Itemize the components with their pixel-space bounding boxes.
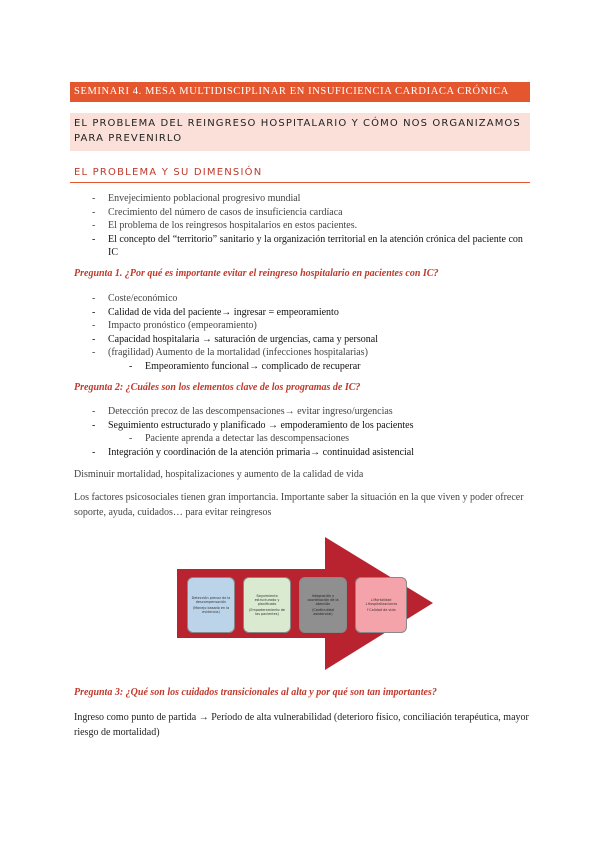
diagram-box-outcomes: ↓Mortalidad ↓Hospitalizaciones ↑Calidad de vida — [355, 577, 407, 633]
list-item: - El concepto del “territorio” sanitario y la organización territorial en la atención crónica del paciente con IC — [92, 233, 532, 260]
summary-paragraph: Disminuir mortalidad, hospitalizaciones y aumento de la calidad de vida — [74, 469, 364, 480]
list-item: - Crecimiento del número de casos de insuficiencia cardíaca — [92, 206, 532, 220]
list-item: - (fragilidad) Aumento de la mortalidad (infecciones hospitalarias) — [92, 346, 532, 360]
question-3: Pregunta 3: ¿Qué son los cuidados transicionales al alta y por qué son tan importantes? — [74, 687, 437, 698]
question-1: Pregunta 1. ¿Por qué es importante evitar el reingreso hospitalario en pacientes con IC? — [74, 268, 439, 279]
section-title: EL PROBLEMA Y SU DIMENSIÓN — [70, 163, 530, 183]
list-item: - Calidad de vida del paciente→ ingresar = empeoramiento — [92, 306, 532, 320]
diagram-box-followup: Seguimiento estructurado y planificado (Empoderamiento de los pacientes) — [243, 577, 291, 633]
q3-answer: Ingreso como punto de partida → Período de alta vulnerabilidad (deterioro físico, conciliación terapéutica, mayor riesgo de mortalidad) — [74, 712, 529, 738]
list-item: - Integración y coordinación de la atención primaria→ continuidad asistencial — [92, 446, 532, 460]
list-item: - Capacidad hospitalaria → saturación de urgencias, cama y personal — [92, 333, 532, 347]
list-item: - Envejecimiento poblacional progresivo mundial — [92, 192, 532, 206]
list-item: - Impacto pronóstico (empeoramiento) — [92, 319, 532, 333]
sub-list-item: - Empeoramiento funcional→ complicado de recuperar — [92, 360, 532, 374]
intro-list — [92, 192, 532, 260]
diagram-box-detection: Detección precoz de la descompensación (Manejo basado en la evidencia) — [187, 577, 235, 633]
list-item: - Detección precoz de las descompensaciones→ evitar ingreso/urgencias — [92, 405, 532, 419]
q1-list — [92, 292, 532, 373]
list-item: - Coste/económico — [92, 292, 532, 306]
q2-list — [92, 405, 532, 459]
seminar-banner: SEMINARI 4. MESA MULTIDISCIPLINAR EN INSUFICIENCIA CARDIACA CRÓNICA — [70, 82, 530, 102]
list-item: - Seguimiento estructurado y planificado → empoderamiento de los pacientes — [92, 419, 532, 433]
sub-list-item: - Paciente aprenda a detectar las descompensaciones — [92, 432, 532, 446]
question-2: Pregunta 2: ¿Cuáles son los elementos clave de los programas de IC? — [74, 382, 361, 393]
document-subtitle: EL PROBLEMA DEL REINGRESO HOSPITALARIO Y CÓMO NOS ORGANIZAMOS PARA PREVENIRLO — [70, 113, 530, 151]
diagram-box-integration: Integración y coordinación de la atención (Continuidad asistencial) — [299, 577, 347, 633]
list-item: - El problema de los reingresos hospitalarios en estos pacientes. — [92, 219, 532, 233]
care-program-diagram — [177, 537, 433, 670]
psychosocial-paragraph: Los factores psicosociales tienen gran importancia. Importante saber la situación en la que viven y poder ofrecer soporte, ayuda, cuidados… para evitar reingresos — [74, 492, 524, 518]
